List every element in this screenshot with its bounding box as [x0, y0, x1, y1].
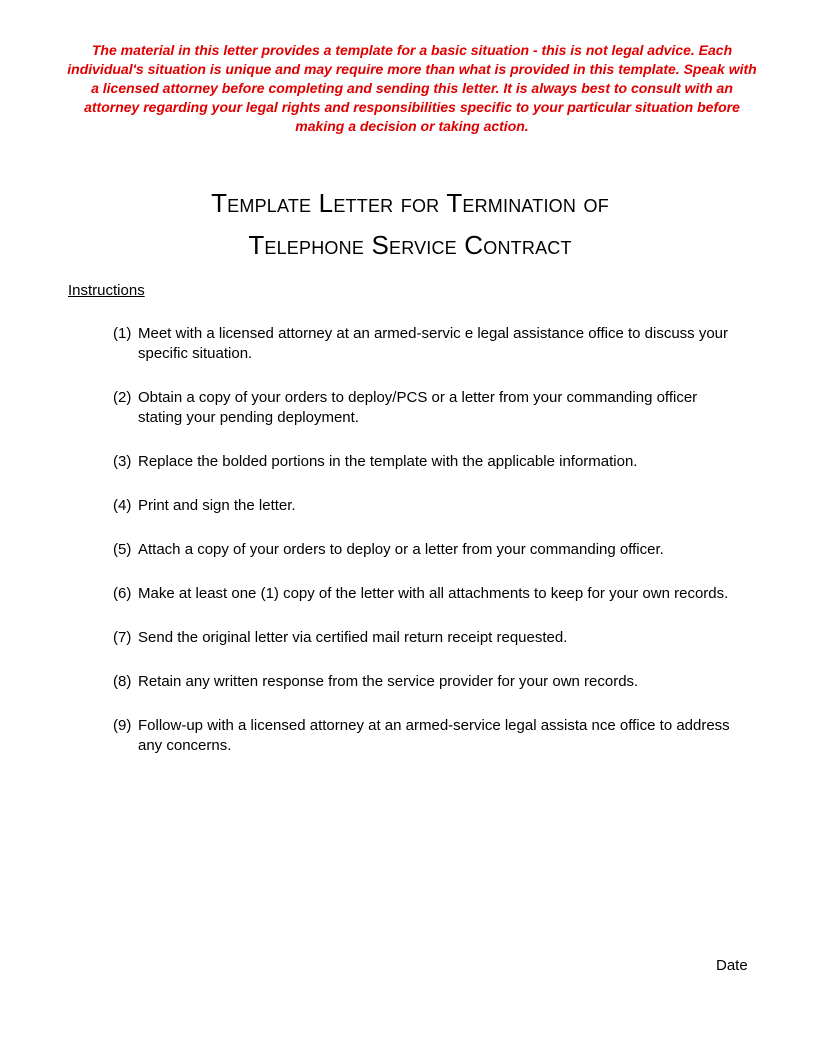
step-number: (5) — [113, 541, 132, 558]
step-text: Make at least one (1) copy of the letter with all attachments to keep for your own records. — [138, 585, 729, 602]
instruction-step-2 — [113, 388, 743, 428]
step-number: (2) — [113, 389, 132, 406]
instruction-step-9 — [113, 716, 743, 756]
step-text: Retain any written response from the service provider for your own records. — [138, 673, 639, 690]
instruction-step-6 — [113, 584, 743, 604]
step-number: (8) — [113, 673, 132, 690]
instruction-step-3 — [113, 452, 743, 472]
step-text: Replace the bolded portions in the template with the applicable information. — [138, 453, 638, 470]
step-text: Obtain a copy of your orders to deploy/PCS or a letter from your commanding officer stating your pending deployment. — [138, 389, 698, 426]
step-text: Print and sign the letter. — [138, 497, 296, 514]
step-number: (3) — [113, 453, 132, 470]
date-label: Date — [716, 957, 748, 974]
instructions-heading: Instructions — [68, 282, 145, 299]
step-text: Follow-up with a licensed attorney at an armed-service legal assista nce office to address any concerns. — [138, 717, 730, 754]
step-number: (7) — [113, 629, 132, 646]
step-text: Attach a copy of your orders to deploy or a letter from your commanding officer. — [138, 541, 664, 558]
step-number: (9) — [113, 717, 132, 734]
instruction-step-1 — [113, 324, 743, 364]
step-number: (1) — [113, 325, 132, 342]
instruction-step-7 — [113, 628, 743, 648]
instruction-step-5 — [113, 540, 743, 560]
legal-disclaimer: The material in this letter provides a template for a basic situation - this is not legal advice. Each individual's situation is unique and may require more than what is provided in this template. Speak with a licensed attorney before completing and sending this letter. It is always best to consult with an attorney regarding your legal rights and responsibilities specific to your particular situation before making a decision or taking action. — [67, 42, 757, 134]
step-text: Meet with a licensed attorney at an armed-servic e legal assistance office to discuss your specific situation. — [138, 325, 729, 362]
step-text: Send the original letter via certified mail return receipt requested. — [138, 629, 568, 646]
instruction-step-4 — [113, 496, 743, 516]
title-line-1: Template Letter for Termination of — [211, 188, 609, 218]
step-number: (6) — [113, 585, 132, 602]
title-line-2: Telephone Service Contract — [248, 230, 572, 260]
page-title — [60, 182, 760, 266]
instructions-list — [113, 324, 743, 780]
instruction-step-8 — [113, 672, 743, 692]
step-number: (4) — [113, 497, 132, 514]
